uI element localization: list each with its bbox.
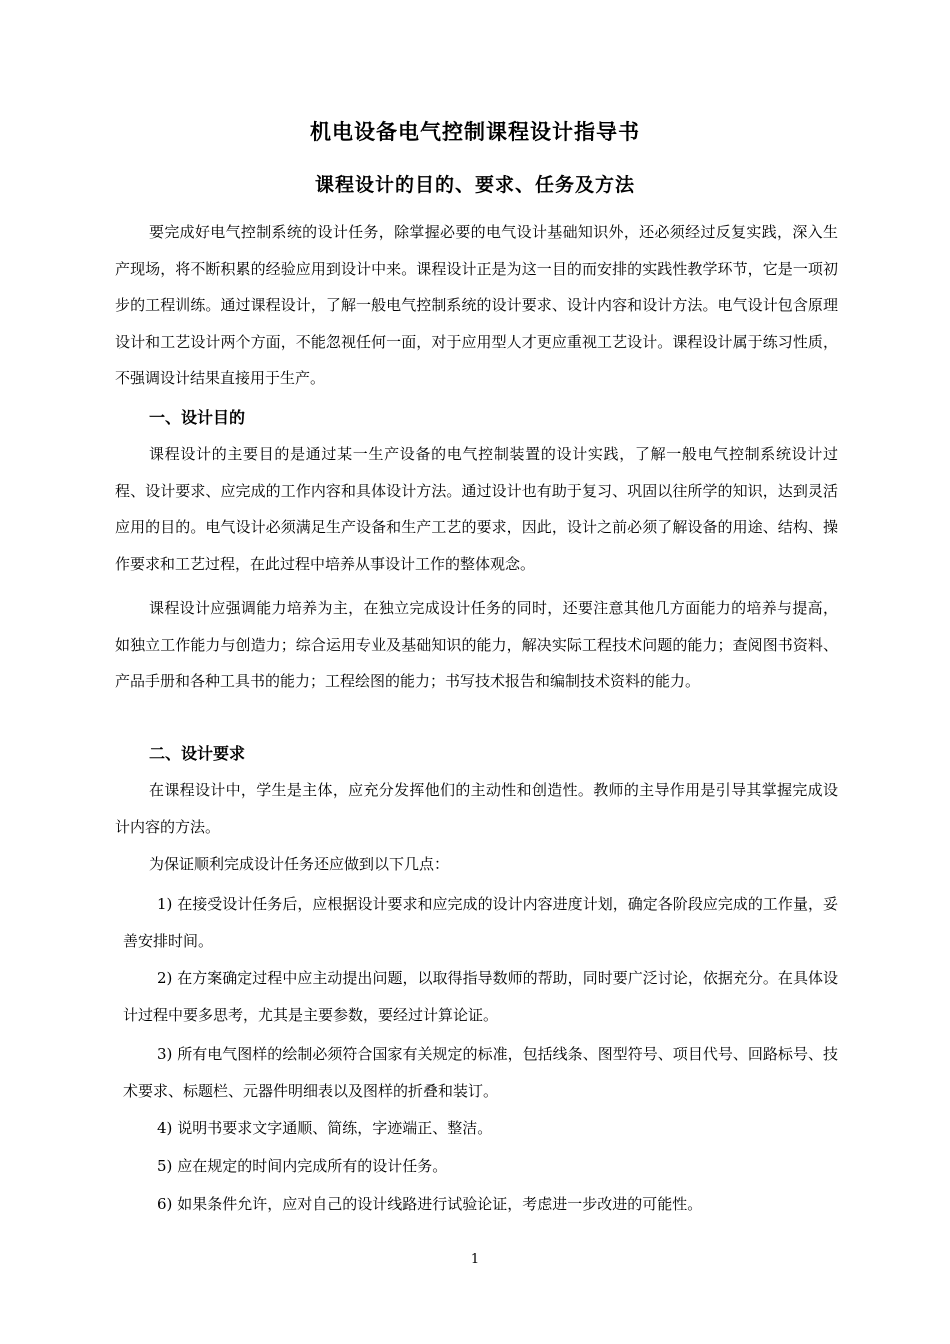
- document-title: 机电设备电气控制课程设计指导书: [310, 120, 640, 144]
- list-item-number: 1): [157, 895, 173, 913]
- list-item-number: 6): [157, 1195, 173, 1213]
- list-item-text: 在接受设计任务后，应根据设计要求和应完成的设计内容进度计划，确定各阶段应完成的工作量，妥善安排时间。: [123, 895, 838, 950]
- list-item-number: 3): [157, 1045, 173, 1063]
- list-item: [123, 1036, 838, 1109]
- list-item-number: 4): [157, 1119, 173, 1137]
- list-item: [123, 1186, 838, 1223]
- list-item-number: 2): [157, 969, 173, 987]
- purpose-paragraph-1: 课程设计的主要目的是通过某一生产设备的电气控制装置的设计实践，了解一般电气控制系统设计过程、设计要求、应完成的工作内容和具体设计方法。通过设计也有助于复习、巩固以往所学的知识，达到灵活应用的目的。电气设计必须满足生产设备和生产工艺的要求，因此，设计之前必须了解设备的用途、结构、操作要求和工艺过程，在此过程中培养从事设计工作的整体观念。: [115, 445, 838, 573]
- section-heading-purpose: 一、设计目的: [149, 408, 246, 427]
- intro-paragraph: 要完成好电气控制系统的设计任务，除掌握必要的电气设计基础知识外，还必须经过反复实践，深入生产现场，将不断积累的经验应用到设计中来。课程设计正是为这一目的而安排的实践性教学环节，它是一项初步的工程训练。通过课程设计，了解一般电气控制系统的设计要求、设计内容和设计方法。电气设计包含原理设计和工艺设计两个方面，不能忽视任何一面，对于应用型人才更应重视工艺设计。课程设计属于练习性质，不强调设计结果直接用于生产。: [115, 223, 838, 387]
- requirements-paragraph-1: 在课程设计中，学生是主体，应充分发挥他们的主动性和创造性。教师的主导作用是引导其掌握完成设计内容的方法。: [115, 781, 838, 836]
- list-item-number: 5): [157, 1157, 173, 1175]
- list-item-text: 说明书要求文字通顺、简练，字迹端正、整洁。: [177, 1119, 493, 1137]
- list-item-text: 如果条件允许，应对自己的设计线路进行试验论证，考虑进一步改进的可能性。: [177, 1195, 703, 1213]
- list-item: [123, 1110, 838, 1147]
- requirements-paragraph-2: 为保证顺利完成设计任务还应做到以下几点：: [149, 855, 450, 873]
- purpose-paragraph-2: 课程设计应强调能力培养为主，在独立完成设计任务的同时，还要注意其他几方面能力的培养与提高，如独立工作能力与创造力；综合运用专业及基础知识的能力，解决实际工程技术问题的能力；查阅图书资料、产品手册和各种工具书的能力；工程绘图的能力；书写技术报告和编制技术资料的能力。: [115, 599, 838, 690]
- list-item: [123, 886, 838, 959]
- section-heading-requirements: 二、设计要求: [149, 744, 246, 763]
- list-item-text: 在方案确定过程中应主动提出问题，以取得指导数师的帮助，同时要广泛讨论，依据充分。在具体设计过程中要多思考，尤其是主要参数，要经过计算论证。: [123, 969, 838, 1024]
- document-subtitle: 课程设计的目的、要求、任务及方法: [314, 174, 635, 196]
- list-item-text: 所有电气图样的绘制必须符合国家有关规定的标准，包括线条、图型符号、项目代号、回路标号、技术要求、标题栏、元器件明细表以及图样的折叠和装订。: [123, 1045, 838, 1100]
- list-item-text: 应在规定的时间内完成所有的设计任务。: [177, 1157, 448, 1175]
- list-item: [123, 1148, 838, 1185]
- list-item: [123, 960, 838, 1033]
- page-number: 1: [470, 1252, 480, 1267]
